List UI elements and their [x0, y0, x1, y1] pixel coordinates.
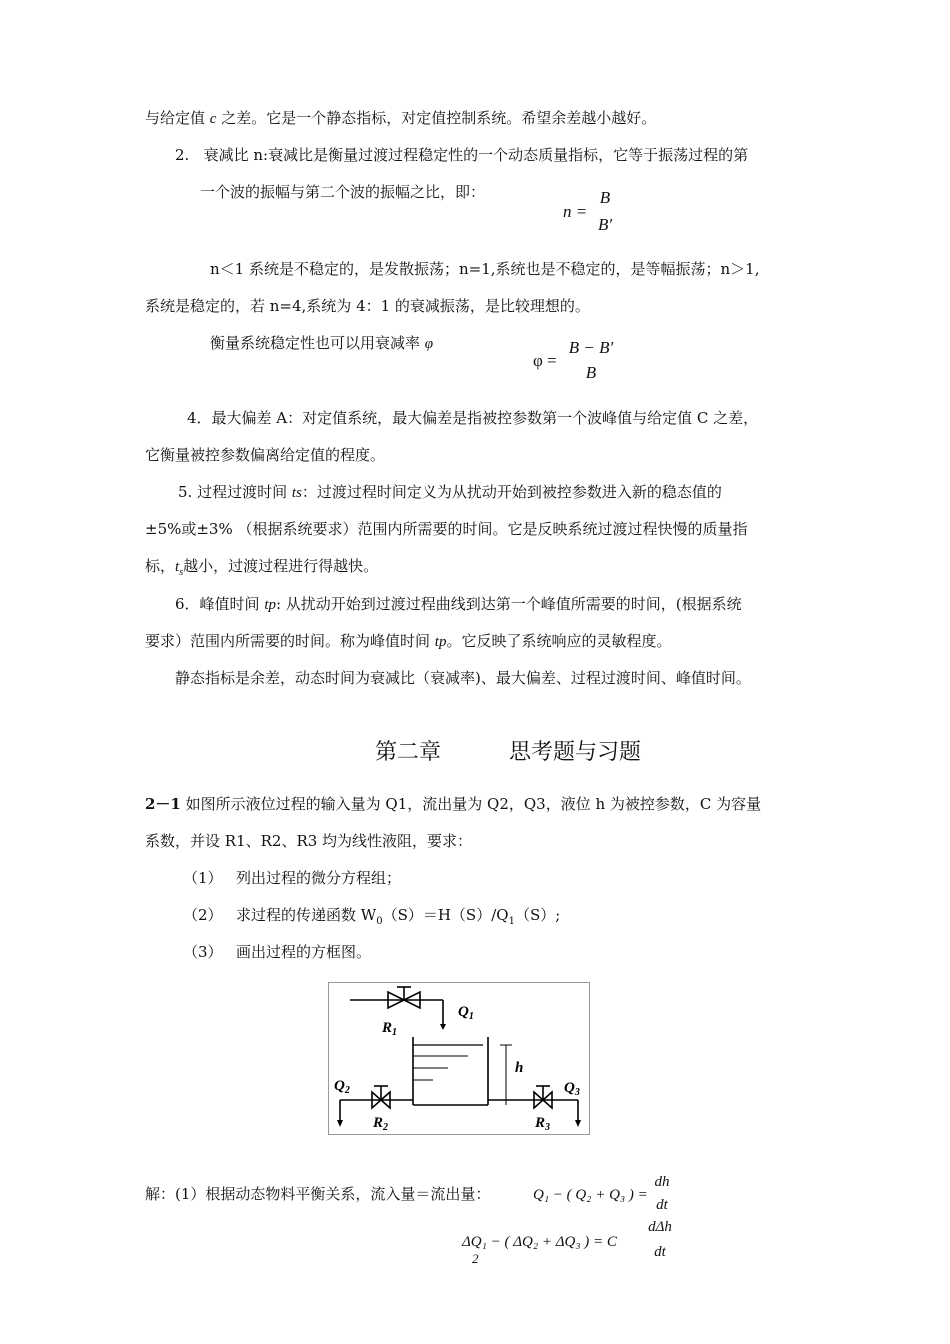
requirement-3: 画出过程的方框图。 — [236, 943, 372, 961]
solution-eq1-fraction: dh dt — [654, 1174, 670, 1213]
solution-eq2-stray-subscript: 2 — [472, 1251, 479, 1266]
label-q2: $Q_2$ — [334, 1078, 350, 1096]
item6-line1: 6．峰值时间 tp: 从扰动开始到过渡过程曲线到达第一个峰值所需要的时间，(根据系统 — [175, 595, 742, 613]
solution-eq2-lhs: ΔQ₁ − ( ΔQ₂ + ΔQ₃ ) = C — [462, 1234, 617, 1250]
requirement-2-num: （2） — [183, 906, 223, 924]
formula-phi-denominator: B — [585, 363, 597, 382]
item6-line2: 要求）范围内所需要的时间。称为峰值时间 tp。它反映了系统响应的灵敏程度。 — [145, 632, 672, 650]
item2-line2: 一个波的振幅与第二个波的振幅之比，即： — [200, 183, 486, 201]
formula-phi-fraction — [563, 339, 619, 381]
formula-phi-lhs: φ = — [533, 351, 557, 370]
ratio-desc-line2: 系统是稳定的，若 n=4,系统为 4：1 的衰减振荡，是比较理想的。 — [145, 297, 590, 315]
summary-text: 静态指标是余差，动态时间为衰减比（衰减率)、最大偏差、过程过渡时间、峰值时间。 — [175, 669, 751, 687]
chapter-number: 第二章 — [375, 740, 442, 765]
label-h: h — [515, 1060, 524, 1076]
requirement-2: 求过程的传递函数 $W_0(S)=H(S)/Q_1(S)$; — [236, 906, 561, 927]
solution-intro: 解：(1）根据动态物料平衡关系，流入量＝流出量： — [145, 1185, 491, 1203]
label-r1: $R_1$ — [382, 1020, 398, 1038]
item5-line3: 标，$t_s$越小，过渡过程进行得越快。 — [145, 557, 379, 578]
item2-line1: 2. 衰减比 n:衰减比是衡量过渡过程稳定性的一个动态质量指标，它等于振荡过程的第 — [175, 146, 749, 164]
problem-line1: 2－1 如图所示液位过程的输入量为 Q1，流出量为 Q2，Q3，液位 h 为被控参数，C 为容量 — [145, 795, 762, 813]
decay-rate-text: 衡量系统稳定性也可以用衰减率 φ — [210, 334, 434, 352]
item5-line1: 5. 过程过渡时间 ts：过渡过程时间定义为从扰动开始到被控参数进入新的稳态值的 — [178, 483, 722, 501]
label-r2: $R_2$ — [373, 1115, 389, 1133]
formula-n-lhs: n = — [563, 202, 588, 221]
label-q3: $Q_3$ — [564, 1080, 580, 1098]
requirement-3-num: （3） — [183, 943, 223, 961]
solution-eq1-lhs: Q₁ − ( Q₂ + Q₃ ) = — [533, 1187, 648, 1203]
liquid-level-process-diagram — [328, 982, 590, 1135]
chapter-title: 思考题与习题 — [509, 740, 642, 765]
formula-n-fraction — [592, 189, 618, 233]
label-q1: $Q_1$ — [458, 1004, 474, 1022]
solution-eq2-fraction: dΔh dt — [648, 1219, 672, 1260]
requirement-1: 列出过程的微分方程组； — [236, 869, 402, 887]
requirement-1-num: （1） — [183, 869, 223, 887]
label-r3: $R_3$ — [535, 1115, 551, 1133]
formula-phi-numerator: B − B′ — [568, 338, 614, 357]
para-remainder: 与给定值 c 之差。它是一个静态指标，对定值控制系统。希望余差越小越好。 — [145, 109, 657, 127]
item5-line2: ±5%或±3% （根据系统要求）范围内所需要的时间。它是反映系统过渡过程快慢的质量指 — [145, 520, 748, 538]
formula-n-numerator: B — [599, 188, 611, 207]
problem-line2: 系数，并设 R1、R2、R3 均为线性液阻，要求： — [145, 832, 473, 850]
problem-id: 2－1 — [145, 795, 181, 813]
item4-line2: 它衡量被控参数偏离给定值的程度。 — [145, 446, 386, 464]
ratio-desc-line1: n＜1 系统是不稳定的，是发散振荡；n=1,系统也是不稳定的，是等幅振荡；n＞1, — [210, 260, 760, 278]
formula-n-denominator: B′ — [597, 215, 613, 234]
item4-line1: 4．最大偏差 A：对定值系统，最大偏差是指被控参数第一个波峰值与给定值 C 之差， — [187, 409, 759, 427]
